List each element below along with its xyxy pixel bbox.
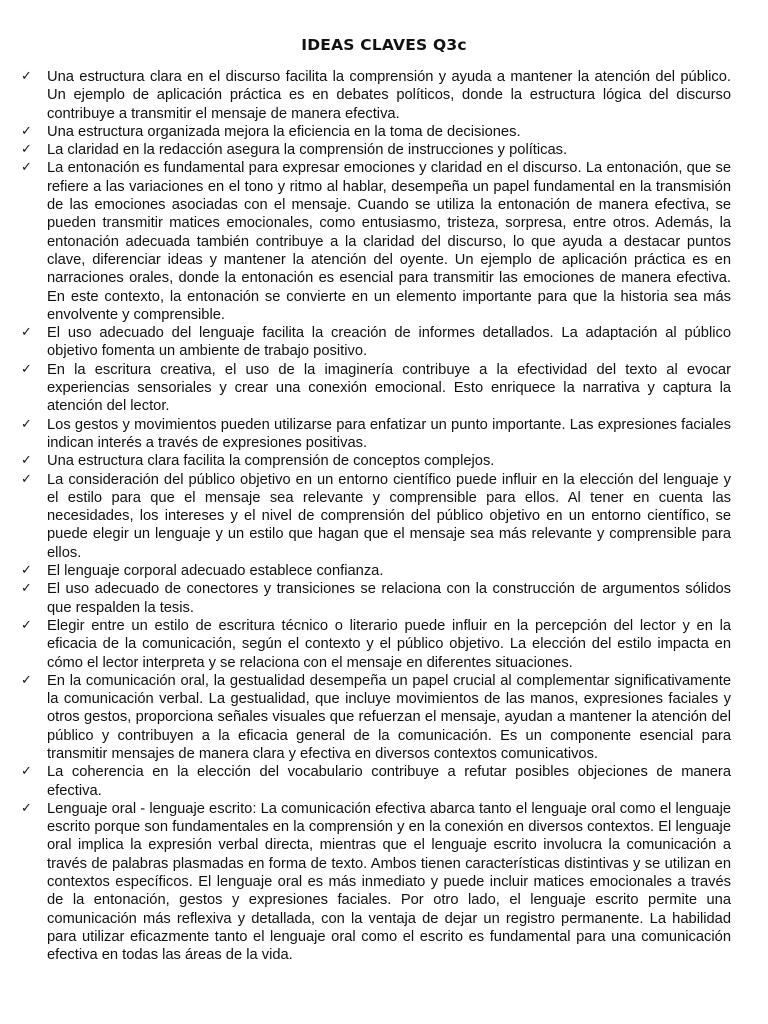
list-item <box>21 562 731 580</box>
list-item <box>21 416 731 453</box>
check-mark-icon: ✓ <box>21 69 32 84</box>
list-item <box>21 580 731 617</box>
list-item-text: Una estructura clara facilita la comprensión de conceptos complejos. <box>47 453 495 470</box>
list-item <box>21 68 731 123</box>
check-mark-icon: ✓ <box>21 800 32 816</box>
list-item-text: Los gestos y movimientos pueden utilizarse para enfatizar un punto importante. Las expresiones faciales indican interés a través de expresiones positivas. <box>47 416 731 451</box>
check-mark-icon: ✓ <box>21 764 32 780</box>
list-item <box>21 617 731 672</box>
list-item-text: El uso adecuado de conectores y transiciones se relaciona con la construcción de argumentos sólidos que respalden la tesis. <box>47 581 731 616</box>
key-ideas-list <box>21 68 731 965</box>
check-mark-icon: ✓ <box>21 563 32 579</box>
check-mark-icon: ✓ <box>21 672 32 688</box>
list-item-text: Lenguaje oral - lenguaje escrito: La comunicación efectiva abarca tanto el lenguaje oral como el lenguaje escrito porque son fundamentales en la comprensión y en la conexión en diversos contextos. El lenguaje oral implica la expresión verbal directa, mientras que el lenguaje escrito involucra la comunicación a través de palabras plasmadas en forma de texto. Ambos tienen características distintivas y se utilizan en contextos específicos. El lenguaje oral es más inmediato y puede incluir matices emocionales a través de la entonación, gestos y expresiones faciales. Por otro lado, el lenguaje escrito permite una comunicación más reflexiva y detallada, con la ventaja de dejar un registro permanente. La habilidad para utilizar eficazmente tanto el lenguaje oral como el escrito es fundamental para una comunicación efectiva en todas las áreas de la vida. <box>47 800 731 964</box>
check-mark-icon: ✓ <box>21 453 32 469</box>
check-mark-icon: ✓ <box>21 416 32 432</box>
document-title: IDEAS CLAVES Q3c <box>301 36 467 54</box>
check-mark-icon: ✓ <box>21 471 32 487</box>
list-item-text: La coherencia en la elección del vocabulario contribuye a refutar posibles objeciones de manera efectiva. <box>47 764 731 799</box>
list-item <box>21 141 731 159</box>
list-item <box>21 672 731 763</box>
check-mark-icon: ✓ <box>21 123 32 139</box>
list-item <box>21 800 731 965</box>
check-mark-icon: ✓ <box>21 325 32 341</box>
list-item <box>21 361 731 416</box>
list-item-text: En la comunicación oral, la gestualidad desempeña un papel crucial al complementar significativamente la comunicación verbal. La gestualidad, que incluye movimientos de las manos, expresiones faciales y otros gestos, proporciona señales visuales que refuerzan el mensaje, ayudan a mantener la atención del público y contribuyen a la eficacia general de la comunicación. Es un componente esencial para transmitir mensajes de manera clara y efectiva en diversos contextos comunicativos. <box>47 672 731 762</box>
list-item-text: La claridad en la redacción asegura la comprensión de instrucciones y políticas. <box>47 142 568 159</box>
list-item-text: El lenguaje corporal adecuado establece confianza. <box>47 563 384 580</box>
list-item <box>21 471 731 562</box>
check-mark-icon: ✓ <box>21 142 32 158</box>
list-item <box>21 159 731 324</box>
check-mark-icon: ✓ <box>21 617 32 633</box>
list-item-text: En la escritura creativa, el uso de la imaginería contribuye a la efectividad del texto al evocar experiencias sensoriales y crear una conexión emocional. Esto enriquece la narrativa y captura la atención del lector. <box>47 361 731 415</box>
list-item-text: La entonación es fundamental para expresar emociones y claridad en el discurso. La entonación, que se refiere a las variaciones en el tono y ritmo al hablar, desempeña un papel fundamental en la transmisión de las emociones asociadas con el mensaje. Cuando se utiliza la entonación de manera efectiva, se pueden transmitir matices emocionales, como entusiasmo, tristeza, sorpresa, entre otros. Además, la entonación adecuada también contribuye a la claridad del discurso, lo que ayuda a destacar puntos clave, diferenciar ideas y mantener la atención del oyente. Un ejemplo de aplicación práctica es en narraciones orales, donde la entonación es esencial para transmitir las emociones de manera efectiva. En este contexto, la entonación se convierte en un elemento importante para que la historia sea más envolvente y comprensible. <box>47 160 731 323</box>
check-mark-icon: ✓ <box>21 361 32 377</box>
check-mark-icon: ✓ <box>21 581 32 597</box>
list-item-text: El uso adecuado del lenguaje facilita la creación de informes detallados. La adaptación al público objetivo fomenta un ambiente de trabajo positivo. <box>47 325 731 360</box>
list-item <box>21 324 731 361</box>
check-mark-icon: ✓ <box>21 160 32 176</box>
list-item <box>21 763 731 800</box>
list-item-text: Una estructura organizada mejora la eficiencia en la toma de decisiones. <box>47 123 521 140</box>
list-item-text: Una estructura clara en el discurso facilita la comprensión y ayuda a mantener la atención del público. Un ejemplo de aplicación práctica es en debates políticos, donde la estructura lógica del discurso contribuye a transmitir el mensaje de manera efectiva. <box>47 69 731 122</box>
list-item-text: Elegir entre un estilo de escritura técnico o literario puede influir en la percepción del lector y en la eficacia de la comunicación, según el contexto y el público objetivo. La elección del estilo impacta en cómo el lector interpreta y se relaciona con el mensaje en diferentes situaciones. <box>47 617 731 671</box>
list-item-text: La consideración del público objetivo en un entorno científico puede influir en la elección del lenguaje y el estilo para que el mensaje sea relevante y comprensible para ellos. Al tener en cuenta las necesidades, los intereses y el nivel de comprensión del público objetivo en un entorno científico, se puede elegir un lenguaje y un estilo que hagan que el mensaje sea más relevante y comprensible para ellos. <box>47 471 731 561</box>
list-item <box>21 123 731 141</box>
list-item <box>21 452 731 470</box>
